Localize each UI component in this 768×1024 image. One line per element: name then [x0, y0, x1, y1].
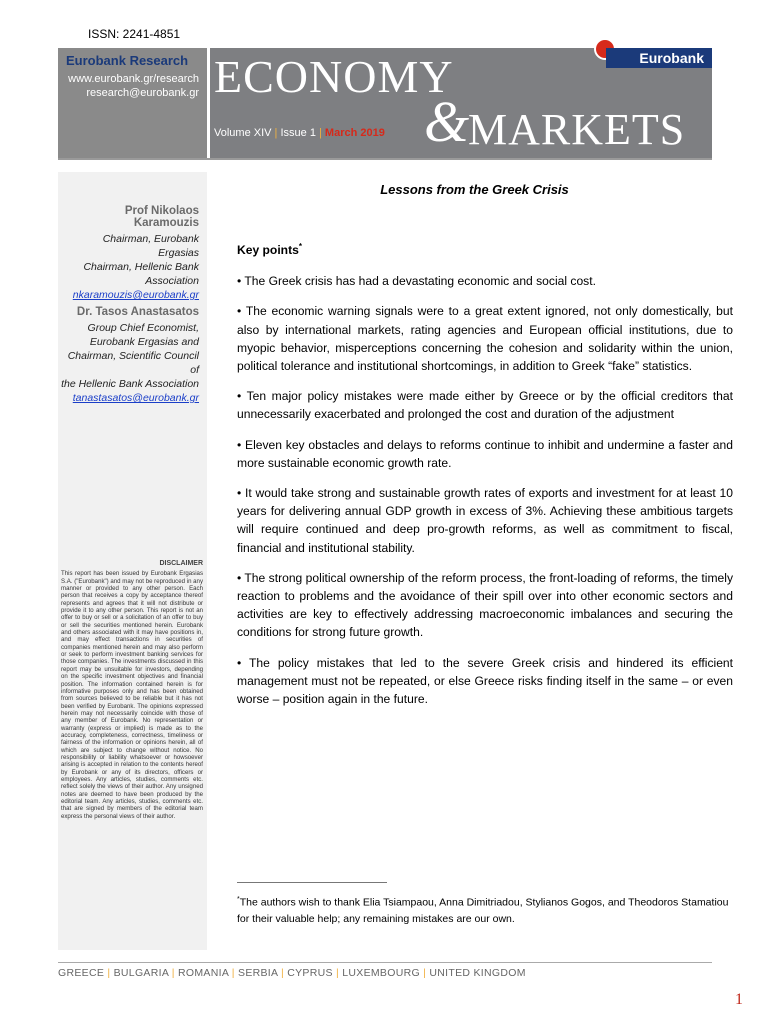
footnote-mark: * — [237, 896, 240, 903]
masthead — [58, 48, 712, 158]
country-list: GREECE | BULGARIA | ROMANIA | SERBIA | CYPRUS | LUXEMBOURG | UNITED KINGDOM — [58, 967, 526, 979]
header-divider — [58, 158, 712, 160]
title-banner — [210, 48, 712, 158]
author-card — [59, 306, 199, 405]
author-role: Association — [145, 275, 199, 287]
title-economy: ECONOMY — [214, 51, 454, 102]
separator: | — [319, 127, 322, 139]
key-point: • The strong political ownership of the reform process, the front-loading of reforms, the timely reaction to problems and the avoidance of their spill over into other economic sectors and activities are key to effectively addressing macroeconomic imbalances and securing the conditions for strong future growth. — [237, 570, 733, 640]
country-item: SERBIA — [238, 967, 278, 979]
brand-name: Eurobank Research — [66, 53, 189, 68]
author-email-link[interactable]: nkaramouzis@eurobank.gr — [72, 289, 199, 301]
author-role: Chairman, Hellenic Bank — [83, 261, 199, 273]
title-markets: MARKETS — [468, 105, 686, 154]
author-role: Chairman, Eurobank Ergasias — [102, 233, 199, 259]
author-role: the Hellenic Bank Association — [61, 378, 199, 390]
key-point: • Eleven key obstacles and delays to reforms continue to inhibit and undermine a faster and more sustainable economic growth rate. — [237, 437, 733, 470]
eurobank-logo: Eurobank — [606, 48, 712, 68]
footer-divider — [58, 962, 712, 963]
page-number: 1 — [735, 991, 743, 1008]
footnote-text: The authors wish to thank Elia Tsiampaou, Anna Dimitriadou, Stylianos Gogos, and Theodoros Stamatiou for their valuable help; any remaining mistakes are our own. — [237, 896, 729, 925]
key-point: • Ten major policy mistakes were made either by Greece or by the official creditors that unnecessarily exacerbated and prolonged the cost and duration of the adjustment — [237, 389, 733, 422]
research-url-link[interactable]: www.eurobank.gr/research — [68, 73, 199, 85]
title-ampersand: & — [424, 89, 470, 154]
author-name: Dr. Tasos Anastasatos — [76, 306, 199, 318]
author-role: Group Chief Economist, — [87, 322, 199, 334]
research-contact-box — [58, 48, 207, 158]
issue-date: March 2019 — [324, 127, 385, 139]
issn-label: ISSN: 2241-4851 — [88, 27, 181, 41]
article-title: Lessons from the Greek Crisis — [380, 182, 569, 197]
country-item: CYPRUS — [287, 967, 333, 979]
author-card — [59, 205, 199, 302]
key-points-heading: Key points* — [237, 242, 302, 258]
author-role: Eurobank Ergasias and — [89, 336, 199, 348]
author-role: Chairman, Scientific Council of — [67, 350, 199, 376]
country-item: GREECE — [58, 967, 105, 979]
footnote-mark[interactable]: * — [298, 242, 302, 251]
country-item: ROMANIA — [178, 967, 229, 979]
disclaimer-title: DISCLAIMER — [159, 560, 203, 567]
disclaimer-text: This report has been issued by Eurobank Ergasias S.A. ("Eurobank") and may not be reproduced in any manner or provided to any other person. Each person that receives a copy by acceptance thereof represents and agrees that it will not distribute or provide it to any other person. This report is not an offer to buy or sell or a solicitation of an offer to buy or sell the securities mentioned herein. Eurobank and others associated with it may have positions in, and may effect transactions in securities of companies mentioned herein and may also perform or seek to perform investment banking services for those companies. The investments discussed in this report may be unsuitable for investors, depending on the specific investment objectives and financial position. The information contained herein is for informative purposes only and has been obtained from sources believed to be reliable but it has not been verified by Eurobank. The opinions expressed herein may not necessarily coincide with those of any member of Eurobank. No representation or warranty (express or implied) is made as to the accuracy, completeness, correctness, timeliness or fairness of the information or opinions herein, all of which are subject to change without notice. No responsibility or liability whatsoever or howsoever arising is accepted in relation to the contents hereof by Eurobank or any of its directors, officers or employees. Any articles, studies, comments etc. reflect solely the views of their author. Any unsigned notes are deemed to have been produced by the editorial team. Any articles, studies, comments etc. that are signed by members of the editorial team express the personal views of their author. — [61, 570, 203, 820]
research-email-link[interactable]: research@eurobank.gr — [86, 87, 199, 99]
footnote-divider — [237, 882, 387, 883]
separator: | — [274, 127, 278, 139]
issue-label: Issue 1 — [280, 127, 316, 139]
footnote — [237, 892, 733, 927]
key-point: • The economic warning signals were to a great extent ignored, not only domestically, but also by international markets, rating agencies and European official institutions, due to myopic behavior, misperceptions concerning the cohesion and solidarity within the union, political tolerance and institutional shortcomings, in addition to Greek “fake” statistics. — [237, 304, 733, 374]
key-point: • It would take strong and sustainable growth rates of exports and investment for at least 10 years for delivering annual GDP growth in excess of 3%. Achieving these ambitious targets will require continued and deep pro-growth reforms, as well as commitment to fiscal, financial and institutional stability. — [237, 486, 733, 555]
author-email-link[interactable]: tanastasatos@eurobank.gr — [72, 392, 199, 404]
volume-label: Volume XIV — [214, 127, 272, 139]
disclaimer — [61, 560, 203, 820]
author-name: Prof Nikolaos Karamouzis — [124, 205, 199, 229]
country-item: LUXEMBOURG — [342, 967, 420, 979]
article-body — [237, 238, 733, 720]
country-item: BULGARIA — [113, 967, 169, 979]
sidebar — [58, 172, 207, 950]
key-point: • The policy mistakes that led to the severe Greek crisis and hindered its efficient management must not be repeated, or else Greece risks finding itself in the same – or even worse – position again in the future. — [237, 655, 733, 707]
key-point: • The Greek crisis has had a devastating economic and social cost. — [237, 274, 596, 289]
issue-line — [214, 127, 385, 139]
country-item: UNITED KINGDOM — [429, 967, 526, 979]
